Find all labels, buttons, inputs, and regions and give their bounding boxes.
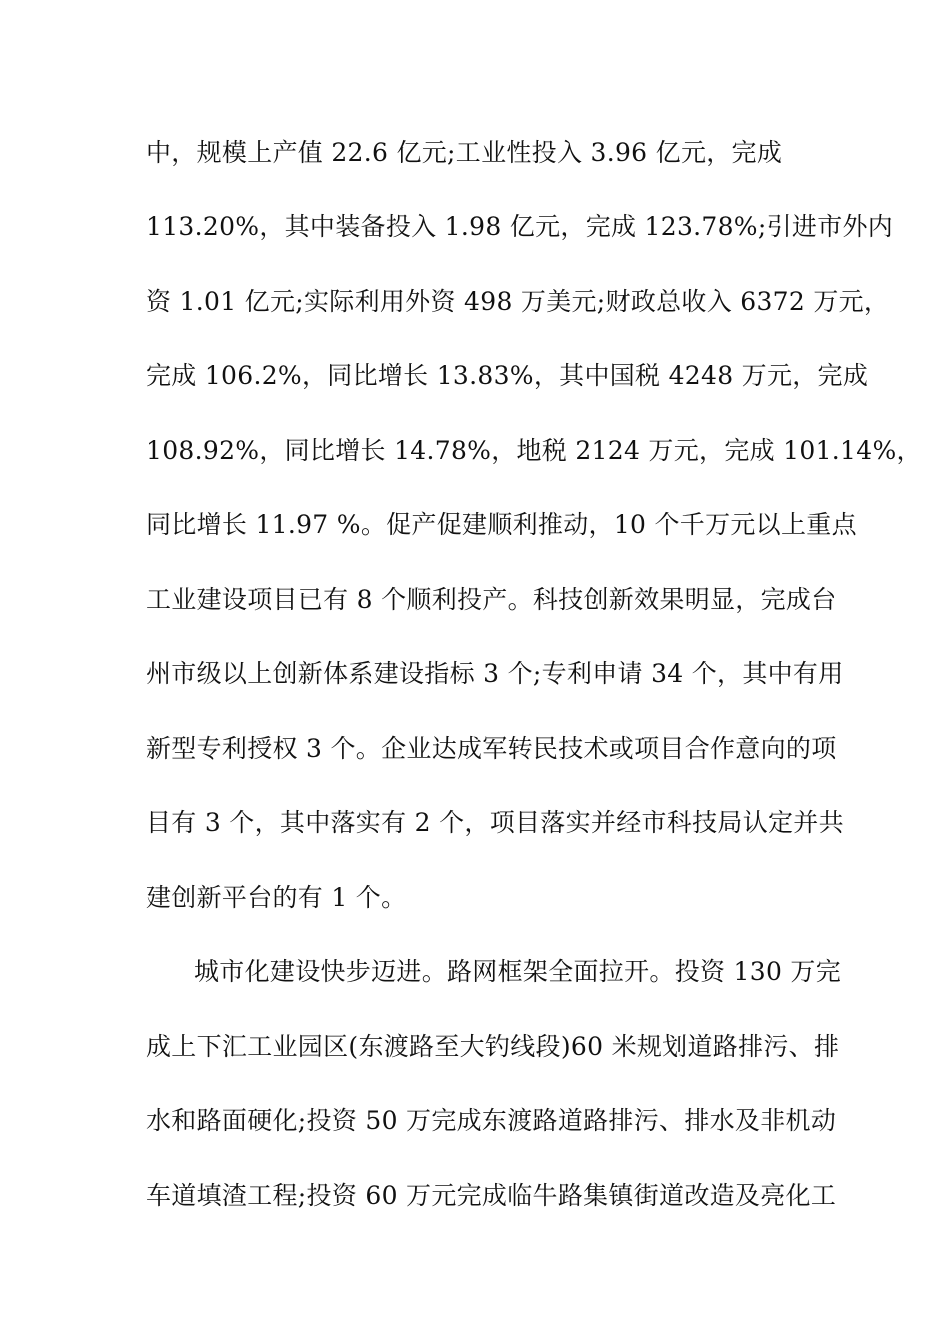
text-line: 建创新平台的有 1 个。 [146,883,407,912]
text-line: 工业建设项目已有 8 个顺利投产。科技创新效果明显，完成台 [146,585,837,614]
text-line: 城市化建设快步迈进。路网框架全面拉开。投资 130 万完 [194,957,842,986]
text-line: 113.20%，其中装备投入 1.98 亿元，完成 123.78%;引进市外内 [146,212,894,241]
text-line: 新型专利授权 3 个。企业达成军转民技术或项目合作意向的项 [146,734,837,763]
text-line: 州市级以上创新体系建设指标 3 个;专利申请 34 个，其中有用 [146,659,844,688]
text-line: 目有 3 个，其中落实有 2 个，项目落实并经市科技局认定并共 [146,808,844,837]
text-line: 完成 106.2%，同比增长 13.83%，其中国税 4248 万元，完成 [146,361,869,390]
text-line: 108.92%，同比增长 14.78%，地税 2124 万元，完成 101.14%， [146,436,922,465]
text-line: 水和路面硬化;投资 50 万完成东渡路道路排污、排水及非机动 [146,1106,837,1135]
text-line: 资 1.01 亿元;实际利用外资 498 万美元;财政总收入 6372 万元， [146,287,890,316]
text-line: 车道填渣工程;投资 60 万元完成临牛路集镇街道改造及亮化工 [146,1181,837,1210]
text-line: 成上下汇工业园区(东渡路至大钓线段)60 米规划道路排污、排 [146,1032,840,1061]
text-line: 中，规模上产值 22.6 亿元;工业性投入 3.96 亿元，完成 [146,138,783,167]
text-line: 同比增长 11.97 %。促产促建顺利推动，10 个千万元以上重点 [146,510,857,539]
